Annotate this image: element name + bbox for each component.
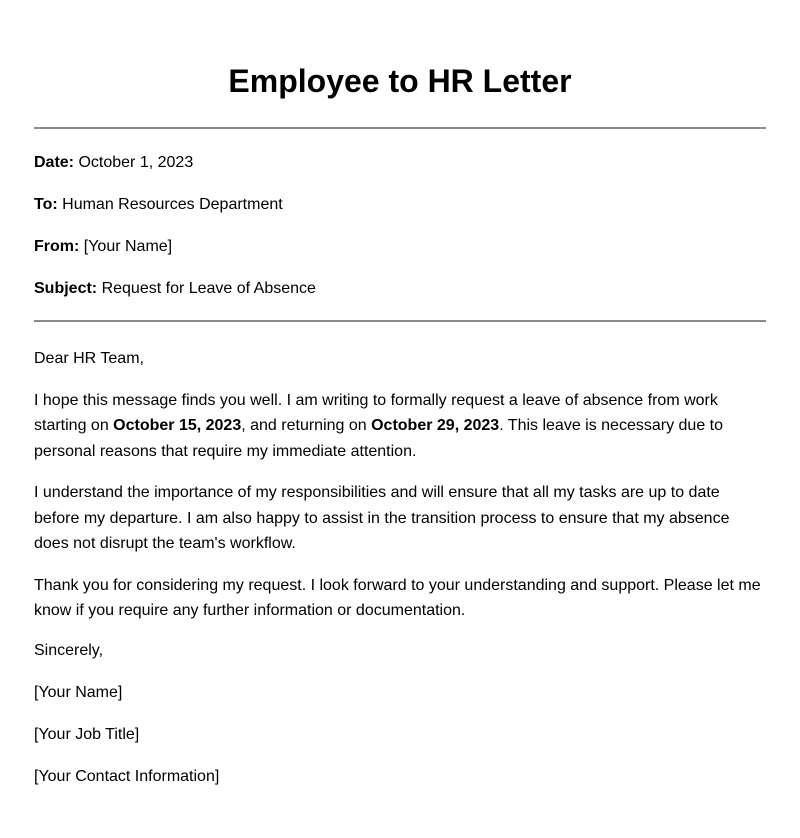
paragraph-request-part1: I hope this message finds you well. I am writing to formally request a leave of absence from work starting on — [34, 391, 718, 434]
signature-contact: [Your Contact Information] — [34, 767, 220, 785]
subject-value: Request for Leave of Absence — [101, 280, 316, 297]
to-line — [34, 195, 766, 214]
leave-return-date: October 29, 2023 — [371, 417, 500, 434]
subject-label: Subject: — [34, 280, 98, 297]
to-label: To: — [34, 196, 58, 213]
paragraph-thanks: Thank you for considering my request. I look forward to your understanding and support. Please let me know if you require any further information or documentation. — [34, 576, 761, 619]
closing: Sincerely, — [34, 641, 104, 659]
signature-name: [Your Name] — [34, 683, 123, 701]
letter-body — [34, 346, 766, 788]
paragraph-request — [34, 388, 766, 465]
paragraph-responsibilities: I understand the importance of my responsibilities and will ensure that all my tasks are up to date before my departure. I am also happy to assist in the transition process to ensure that my absence does not disrupt the team's workflow. — [34, 484, 730, 552]
subject-line — [34, 279, 766, 298]
to-value: Human Resources Department — [62, 196, 283, 213]
date-label: Date: — [34, 154, 75, 171]
letter-meta — [34, 153, 766, 298]
from-line — [34, 237, 766, 256]
header-divider — [34, 127, 766, 129]
date-line — [34, 153, 766, 172]
from-label: From: — [34, 238, 80, 255]
letter-title: Employee to HR Letter — [228, 63, 572, 99]
from-value: [Your Name] — [83, 238, 173, 255]
date-value: October 1, 2023 — [78, 154, 194, 171]
meta-divider — [34, 320, 766, 322]
leave-start-date: October 15, 2023 — [113, 417, 242, 434]
signature-title: [Your Job Title] — [34, 725, 140, 743]
paragraph-request-part3: . This leave is necessary due to personal reasons that require my immediate attention. — [34, 417, 724, 460]
paragraph-request-part2: , and returning on — [241, 417, 372, 434]
greeting: Dear HR Team, — [34, 350, 144, 367]
